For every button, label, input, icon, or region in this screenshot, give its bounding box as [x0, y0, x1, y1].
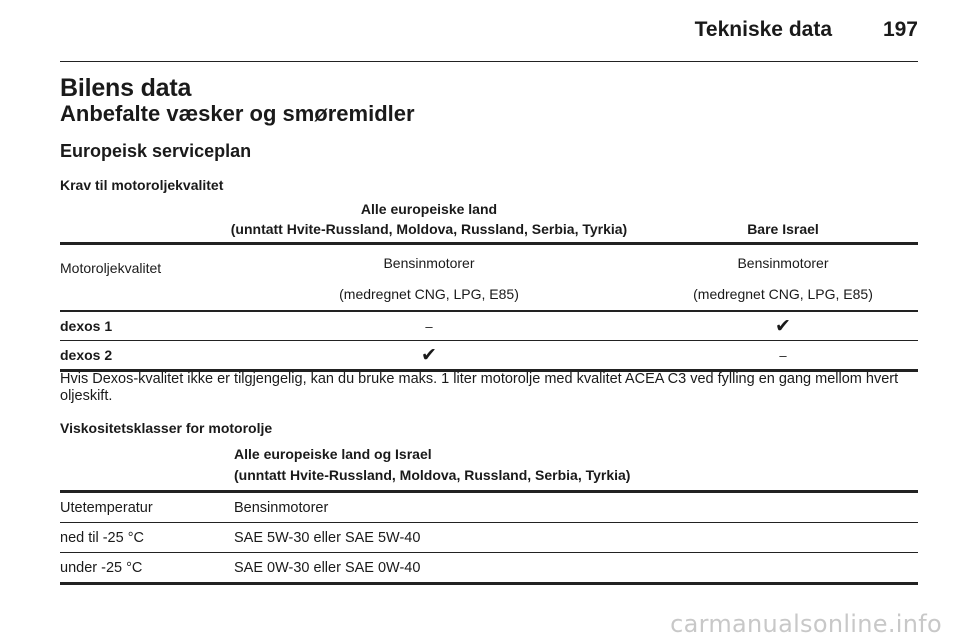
cell-israel — [648, 244, 918, 312]
cell-israel: – — [648, 341, 918, 371]
table-row — [60, 341, 918, 371]
viscosity-caption: Viskositetsklasser for motorolje — [60, 420, 273, 436]
header-divider — [60, 61, 918, 62]
cell-europe — [210, 244, 648, 312]
section-heading: Bilens data — [60, 74, 192, 102]
header-cell-empty — [60, 444, 234, 492]
header-europe-line2: (unntatt Hvite-Russland, Moldova, Russland, Serbia, Tyrkia) — [230, 221, 628, 237]
header-title: Tekniske data — [694, 18, 832, 41]
table-row — [60, 553, 918, 584]
table-row — [60, 311, 918, 341]
watermark-logo: carmanualsonline.info — [670, 610, 942, 638]
note-paragraph: Hvis Dexos-kvalitet ikke er tilgjengelig, kan du bruke maks. 1 liter motorolje med kvalitet ACEA C3 ved fylling en gang mellom hvert oljeskift. — [60, 371, 899, 404]
row-label: Utetemperatur — [60, 492, 234, 523]
check-icon: ✔ — [210, 341, 648, 371]
header-region-line1: Alle europeiske land og Israel — [234, 446, 432, 462]
cell-line: (medregnet CNG, LPG, E85) — [339, 286, 519, 302]
row-value: SAE 0W-30 eller SAE 0W-40 — [234, 553, 918, 584]
table-row — [60, 523, 918, 553]
row-label: under -25 °C — [60, 553, 234, 584]
cell-europe: – — [210, 311, 648, 341]
header-cell-region — [234, 444, 918, 492]
page-number: 197 — [882, 18, 918, 41]
subsubsection-heading: Europeisk serviceplan — [60, 141, 252, 161]
cell-line: Bensinmotorer — [737, 255, 829, 271]
row-value: SAE 5W-30 eller SAE 5W-40 — [234, 523, 918, 553]
table-row — [60, 244, 918, 312]
row-label: ned til -25 °C — [60, 523, 234, 553]
row-label: Motoroljekvalitet — [60, 244, 210, 312]
header-region-line2: (unntatt Hvite-Russland, Moldova, Russland, Serbia, Tyrkia) — [234, 467, 631, 483]
cell-line: Bensinmotorer — [383, 255, 475, 271]
oil-quality-caption: Krav til motoroljekvalitet — [60, 177, 224, 193]
table-row — [60, 492, 918, 523]
cell-line: (medregnet CNG, LPG, E85) — [693, 286, 873, 302]
check-icon: ✔ — [648, 311, 918, 341]
row-value: Bensinmotorer — [234, 492, 918, 523]
header-cell-empty — [60, 199, 210, 244]
viscosity-table — [60, 444, 918, 585]
header-cell-europe — [210, 199, 648, 244]
subsection-heading: Anbefalte væsker og smøremidler — [60, 101, 415, 126]
oil-quality-table — [60, 199, 918, 372]
header-cell-israel: Bare Israel — [648, 199, 918, 244]
row-label: dexos 2 — [60, 341, 210, 371]
row-label: dexos 1 — [60, 311, 210, 341]
header-europe-line1: Alle europeiske land — [360, 201, 498, 217]
